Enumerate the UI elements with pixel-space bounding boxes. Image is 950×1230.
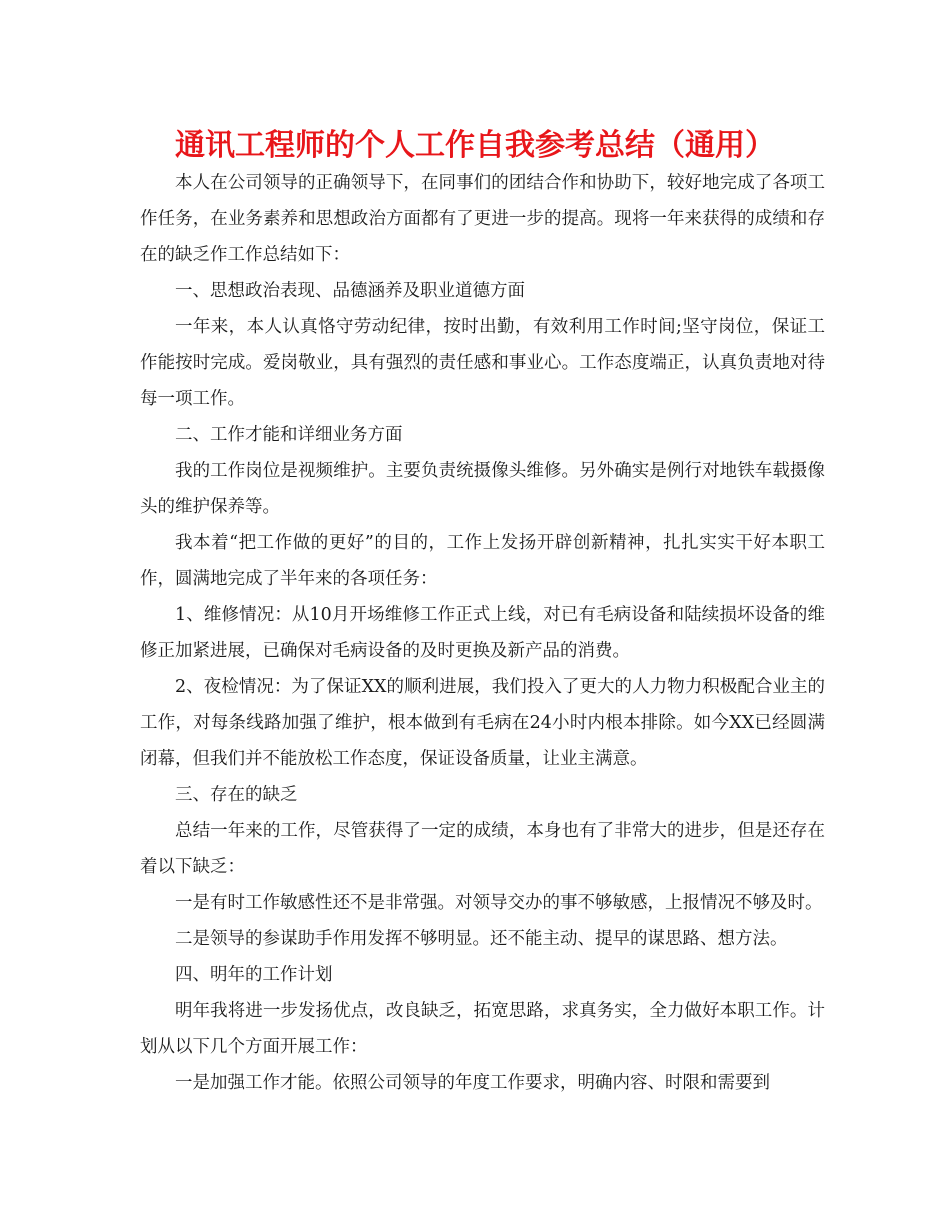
- section-heading-2: 二、工作才能和详细业务方面: [175, 425, 403, 445]
- section-heading-4: 四、明年的工作计划: [175, 965, 333, 985]
- paragraph-night-check: 2、夜检情况：为了保证XX的顺利进展，我们投入了更大的人力物力积极配合业主的工作，对每条线路加强了维护，根本做到有毛病在24小时内根本排除。如今XX已经圆满闭幕，但我们并不能放松工作态度，保证设备质量，让业主满意。: [140, 677, 825, 769]
- paragraph-plan-1: 一是加强工作才能。依照公司领导的年度工作要求，明确内容、时限和需要到: [175, 1073, 770, 1093]
- paragraph-shortcoming-2: 二是领导的参谋助手作用发挥不够明显。还不能主动、提早的谋思路、想方法。: [175, 929, 788, 949]
- document-title: 通讯工程师的个人工作自我参考总结（通用）: [175, 128, 775, 163]
- section-heading-1: 一、思想政治表现、品德涵养及职业道德方面: [175, 281, 525, 301]
- paragraph-intro: 本人在公司领导的正确领导下，在同事们的团结合作和协助下，较好地完成了各项工作任务，在业务素养和思想政治方面都有了更进一步的提高。现将一年来获得的成绩和存在的缺乏作工作总结如下：: [140, 173, 825, 265]
- paragraph-shortcomings: 总结一年来的工作，尽管获得了一定的成绩，本身也有了非常大的进步，但是还存在着以下缺乏：: [140, 821, 825, 877]
- paragraph-repair: 1、维修情况：从10月开场维修工作正式上线，对已有毛病设备和陆续损坏设备的维修正加紧进展，已确保对毛病设备的及时更换及新产品的消费。: [140, 605, 825, 661]
- section-heading-3: 三、存在的缺乏: [175, 785, 298, 805]
- paragraph-attitude: 我本着“把工作做的更好”的目的，工作上发扬开辟创新精神，扎扎实实干好本职工作，圆满地完成了半年来的各项任务：: [140, 533, 825, 589]
- document-body: [140, 165, 825, 1101]
- paragraph-plan: 明年我将进一步发扬优点，改良缺乏，拓宽思路，求真务实，全力做好本职工作。计划从以下几个方面开展工作：: [140, 1001, 825, 1057]
- paragraph-position: 我的工作岗位是视频维护。主要负责统摄像头维修。另外确实是例行对地铁车载摄像头的维护保养等。: [140, 461, 825, 517]
- paragraph-shortcoming-1: 一是有时工作敏感性还不是非常强。对领导交办的事不够敏感，上报情况不够及时。: [175, 893, 823, 913]
- paragraph-conduct: 一年来，本人认真恪守劳动纪律，按时出勤，有效利用工作时间;坚守岗位，保证工作能按时完成。爱岗敬业，具有强烈的责任感和事业心。工作态度端正，认真负责地对待每一项工作。: [140, 317, 825, 409]
